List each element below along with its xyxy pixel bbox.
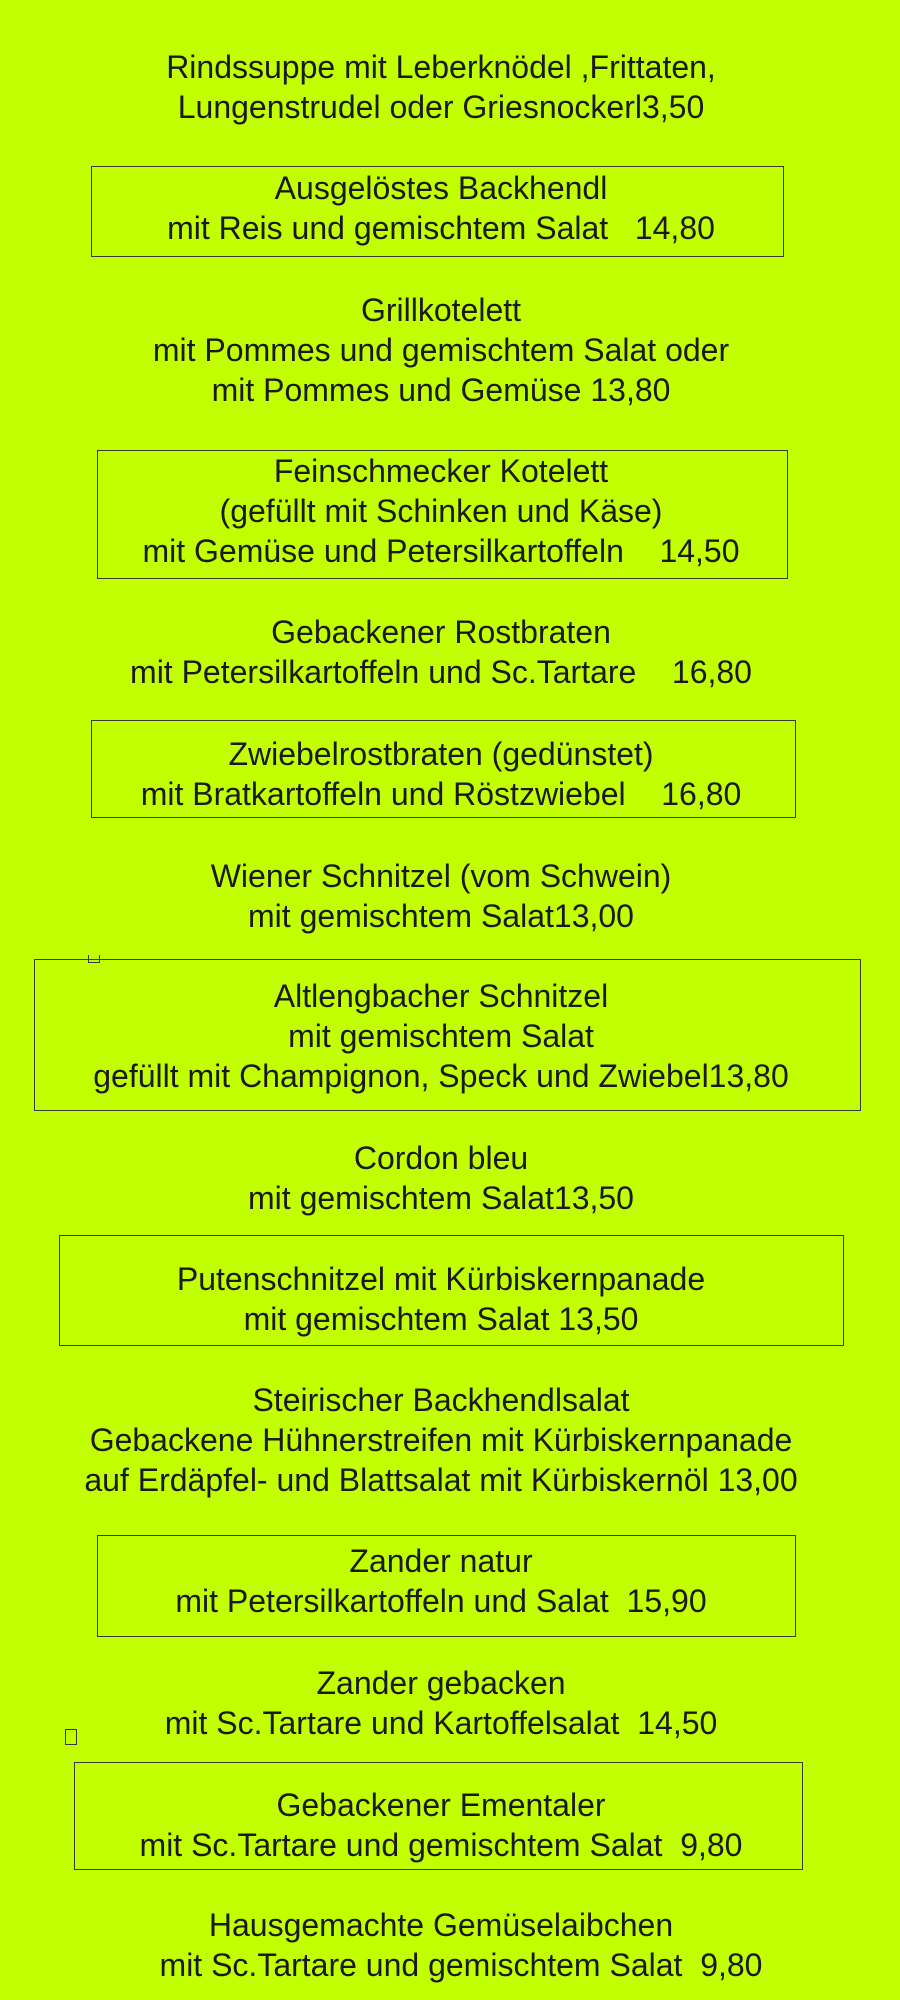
menu-item-putenschnitzel bbox=[0, 1259, 882, 1339]
menu-item-line: Grillkotelett bbox=[360, 292, 522, 328]
menu-item-line: Putenschnitzel mit Kürbiskernpanade bbox=[176, 1261, 706, 1297]
menu-item-line: Zwiebelrostbraten (gedünstet) bbox=[228, 736, 654, 772]
menu-item-backhendl bbox=[0, 168, 882, 248]
menu-item-line: Altlengbacher Schnitzel bbox=[273, 978, 609, 1014]
menu-item-rindssuppe bbox=[0, 47, 882, 127]
menu-item-line: Gebackene Hühnerstreifen mit Kürbiskernpanade bbox=[89, 1422, 793, 1458]
menu-item-feinschmecker bbox=[0, 451, 882, 571]
menu-item-line: Hausgemachte Gemüselaibchen bbox=[208, 1907, 674, 1943]
menu-item-line: Rindssuppe mit Leberknödel ,Frittaten, bbox=[166, 49, 716, 85]
menu-item-gemueselaibchen bbox=[0, 1905, 882, 1985]
menu-item-line: mit gemischtem Salat13,00 bbox=[248, 898, 634, 934]
stray-mark bbox=[88, 955, 100, 963]
menu-item-grillkotelett bbox=[0, 290, 882, 410]
menu-item-ementaler bbox=[0, 1785, 882, 1865]
menu-item-line: mit Sc.Tartare und Kartoffelsalat 14,50 bbox=[164, 1705, 718, 1741]
menu-item-line: Gebackener Rostbraten bbox=[271, 614, 611, 650]
menu-item-line: mit Pommes und Gemüse 13,80 bbox=[211, 372, 671, 408]
menu-item-line: mit gemischtem Salat 13,50 bbox=[243, 1301, 639, 1337]
menu-item-zwiebelrostbraten bbox=[0, 734, 882, 814]
menu-item-line: (gefüllt mit Schinken und Käse) bbox=[219, 493, 663, 529]
menu-item-altlengbacher bbox=[0, 976, 882, 1096]
menu-item-line: mit Bratkartoffeln und Röstzwiebel 16,80 bbox=[140, 776, 742, 812]
menu-item-line: mit gemischtem Salat bbox=[288, 1018, 594, 1054]
menu-item-backhendlsalat bbox=[0, 1380, 882, 1500]
menu-item-line: Wiener Schnitzel (vom Schwein) bbox=[210, 858, 672, 894]
menu-item-line: Gebackener Ementaler bbox=[276, 1787, 606, 1823]
menu-item-line: mit Petersilkartoffeln und Sc.Tartare 16,80 bbox=[130, 654, 752, 690]
menu-item-cordon-bleu bbox=[0, 1138, 882, 1218]
menu-item-line: mit Sc.Tartare und gemischtem Salat 9,80 bbox=[139, 1827, 743, 1863]
menu-item-zander-gebacken bbox=[0, 1663, 882, 1743]
menu-item-line: Feinschmecker Kotelett bbox=[273, 453, 609, 489]
menu-item-line: mit Reis und gemischtem Salat 14,80 bbox=[167, 210, 715, 246]
menu-item-line: Zander natur bbox=[349, 1543, 533, 1579]
menu-item-line: auf Erdäpfel- und Blattsalat mit Kürbiskernöl 13,00 bbox=[84, 1462, 798, 1498]
menu-item-rostbraten bbox=[0, 612, 882, 692]
menu-item-line: mit Gemüse und Petersilkartoffeln 14,50 bbox=[142, 533, 740, 569]
menu-item-zander-natur bbox=[0, 1541, 882, 1621]
menu-item-line: Ausgelöstes Backhendl bbox=[274, 170, 608, 206]
menu-item-line: Steirischer Backhendlsalat bbox=[252, 1382, 630, 1418]
menu-item-line: Zander gebacken bbox=[316, 1665, 566, 1701]
menu-item-line: Lungenstrudel oder Griesnockerl3,50 bbox=[177, 89, 705, 125]
menu-item-line: mit Sc.Tartare und gemischtem Salat 9,80 bbox=[159, 1947, 763, 1983]
menu-item-line: mit Petersilkartoffeln und Salat 15,90 bbox=[175, 1583, 707, 1619]
menu-item-line: Cordon bleu bbox=[353, 1140, 529, 1176]
menu-item-line: mit Pommes und gemischtem Salat oder bbox=[152, 332, 730, 368]
menu-item-wiener-schnitzel bbox=[0, 856, 882, 936]
menu-item-line: gefüllt mit Champignon, Speck und Zwiebel13,80 bbox=[93, 1058, 789, 1094]
menu-item-line: mit gemischtem Salat13,50 bbox=[248, 1180, 634, 1216]
